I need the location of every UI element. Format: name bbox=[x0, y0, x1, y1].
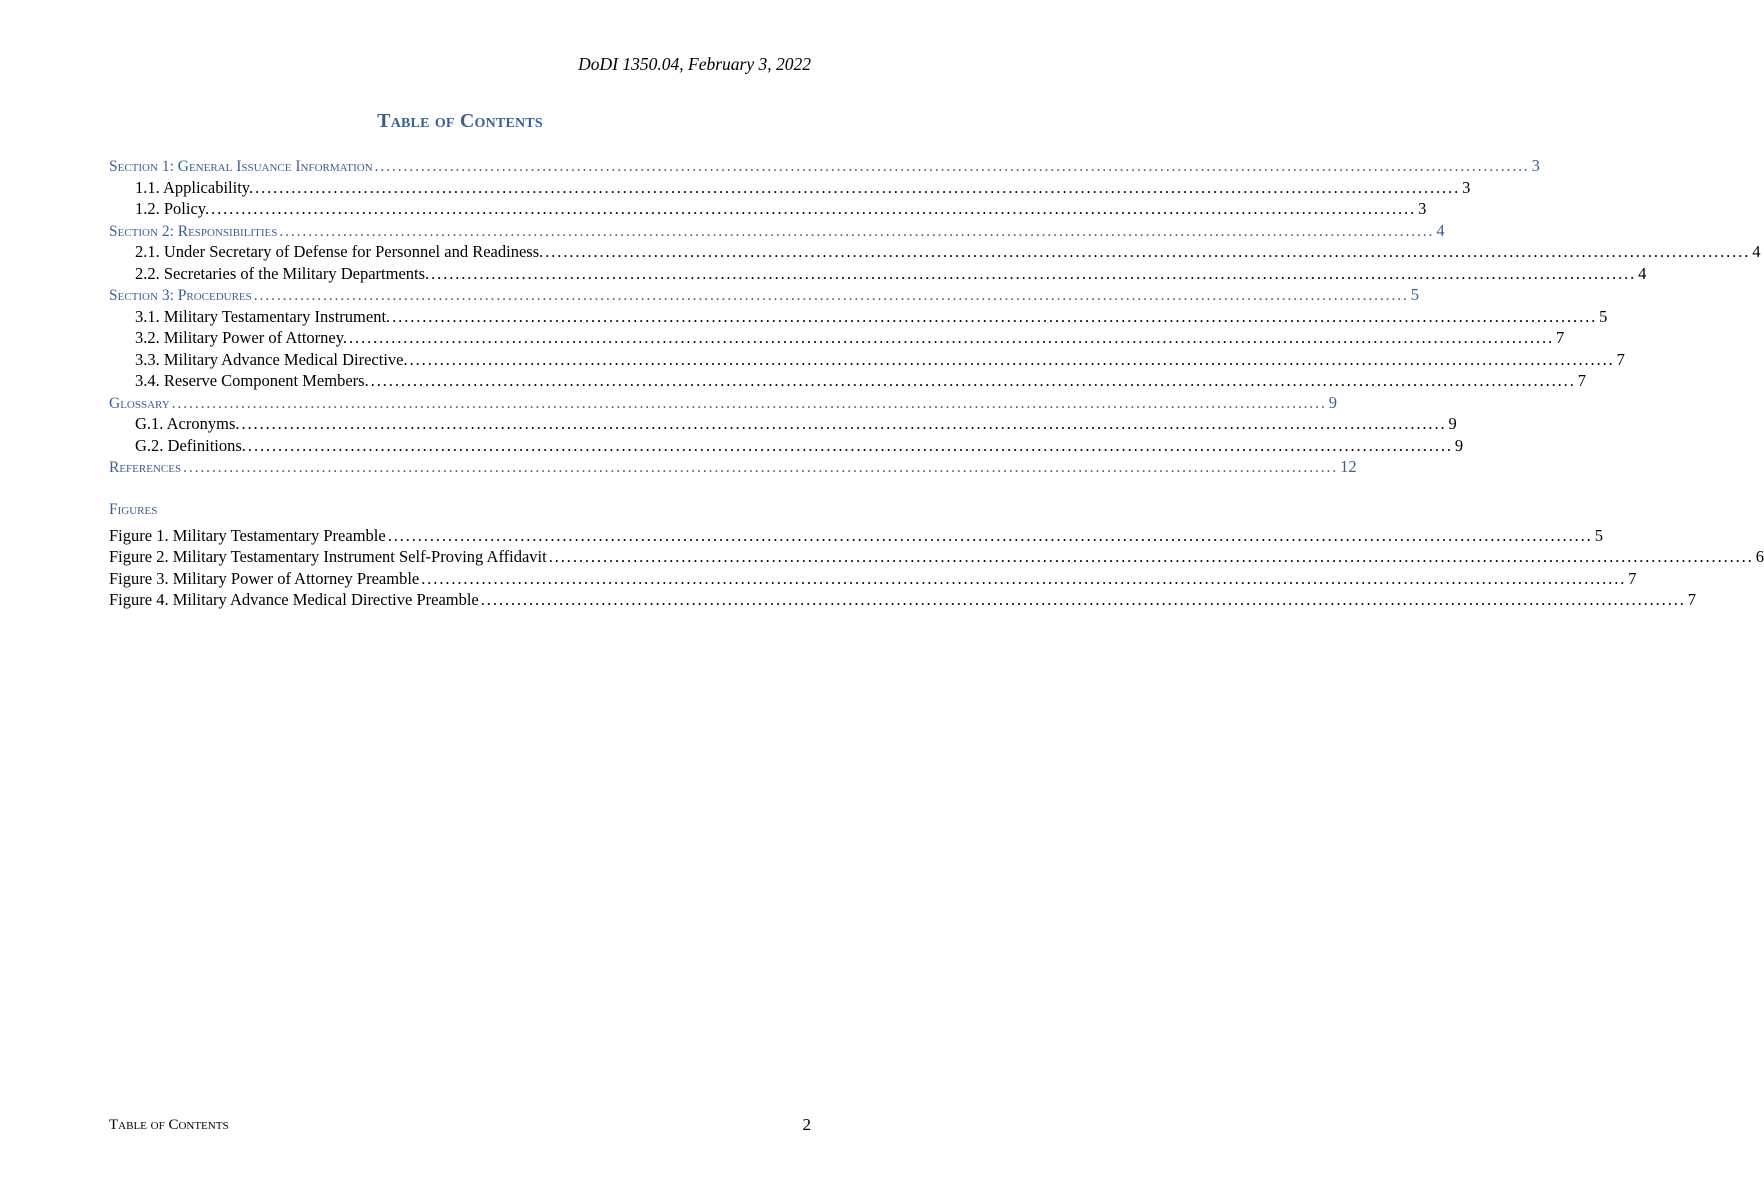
dot-leader: ........................................................................................................................................................................................................ bbox=[171, 394, 1327, 412]
footer-label: Table of Contents bbox=[109, 1117, 229, 1133]
dot-leader: ........................................................................................................................................................................................................ bbox=[255, 177, 1461, 197]
toc-figure-link[interactable] bbox=[109, 525, 1603, 548]
toc-entry-label: Figure 3. Military Power of Attorney Preamble bbox=[109, 568, 420, 588]
toc-section-link[interactable] bbox=[109, 285, 1420, 307]
figures-list bbox=[109, 525, 1764, 612]
toc-entry-label: References bbox=[109, 459, 182, 476]
toc-entry-page: 4 bbox=[1752, 242, 1761, 261]
toc-entry-label: Figure 2. Military Testamentary Instrument Self-Proving Affidavit bbox=[109, 547, 547, 566]
toc-entry-label: 3.1. Military Testamentary Instrument. bbox=[135, 306, 391, 326]
toc-entry-page: 7 bbox=[1687, 590, 1697, 609]
toc-entry-page: 6 bbox=[1755, 547, 1764, 566]
toc-entry-page: 9 bbox=[1328, 392, 1337, 412]
dot-leader: ........................................................................................................................................................................................................ bbox=[370, 371, 1576, 390]
figures-heading: Figures bbox=[109, 500, 158, 518]
toc-entry-label: 1.2. Policy. bbox=[135, 199, 210, 218]
toc-entry-page: 7 bbox=[1577, 371, 1586, 390]
dot-leader: ........................................................................................................................................................................................................ bbox=[279, 222, 1435, 240]
dot-leader: ........................................................................................................................................................................................................ bbox=[387, 525, 1593, 545]
toc-subsection-link[interactable] bbox=[109, 199, 1427, 221]
toc-figure-link[interactable] bbox=[109, 568, 1637, 591]
toc-entry-label: 3.3. Military Advance Medical Directive. bbox=[135, 349, 408, 369]
page-title: Table of Contents bbox=[377, 110, 543, 132]
toc-entry-label: 2.1. Under Secretary of Defense for Personnel and Readiness. bbox=[135, 242, 544, 261]
toc-entry-page: 5 bbox=[1594, 525, 1603, 545]
dot-leader: ........................................................................................................................................................................................................ bbox=[211, 199, 1417, 218]
toc-entry-label: 3.4. Reserve Component Members. bbox=[135, 371, 369, 390]
dot-leader: ........................................................................................................................................................................................................ bbox=[253, 287, 1409, 304]
toc-entry-page: 5 bbox=[1410, 285, 1420, 304]
toc-section-link[interactable] bbox=[109, 392, 1337, 415]
dot-leader: ........................................................................................................................................................................................................ bbox=[374, 158, 1530, 175]
page-number: 2 bbox=[802, 1115, 811, 1134]
dot-leader: ........................................................................................................................................................................................................ bbox=[241, 414, 1447, 433]
dot-leader: ........................................................................................................................................................................................................ bbox=[247, 435, 1453, 455]
toc-entry-page: 4 bbox=[1638, 263, 1647, 283]
toc-entry-page: 3 bbox=[1462, 177, 1471, 197]
toc-entry-label: 2.2. Secretaries of the Military Departments. bbox=[135, 263, 430, 283]
toc-entry-page: 5 bbox=[1599, 306, 1608, 326]
document-id-header: DoDI 1350.04, February 3, 2022 bbox=[578, 54, 811, 74]
toc-entry-label: Section 3: Procedures bbox=[109, 287, 252, 304]
toc-section-link[interactable] bbox=[109, 457, 1357, 479]
toc-entry-label: Glossary bbox=[109, 394, 170, 412]
toc-entry-label: G.2. Definitions. bbox=[135, 435, 246, 455]
toc-entry-page: 9 bbox=[1454, 435, 1464, 455]
toc-subsection-link[interactable] bbox=[109, 328, 1565, 350]
toc-entry-page: 3 bbox=[1418, 199, 1427, 218]
dot-leader: ........................................................................................................................................................................................................ bbox=[409, 349, 1615, 369]
toc-subsection-link[interactable] bbox=[109, 306, 1608, 329]
dot-leader: ........................................................................................................................................................................................................ bbox=[480, 590, 1686, 609]
table-of-contents bbox=[109, 156, 1764, 612]
toc-entry-page: 9 bbox=[1448, 414, 1457, 433]
toc-subsection-link[interactable] bbox=[109, 435, 1464, 458]
toc-subsection-link[interactable] bbox=[109, 263, 1647, 286]
toc-entry-page: 12 bbox=[1340, 457, 1357, 476]
dot-leader: ........................................................................................................................................................................................................ bbox=[548, 547, 1754, 566]
toc-entry-label: Figure 1. Military Testamentary Preamble bbox=[109, 525, 386, 545]
toc-subsection-link[interactable] bbox=[109, 242, 1761, 264]
dot-leader: ........................................................................................................................................................................................................ bbox=[421, 568, 1627, 588]
toc-subsection-link[interactable] bbox=[109, 414, 1457, 436]
toc-subsection-link[interactable] bbox=[109, 371, 1586, 393]
toc-entry-page: 7 bbox=[1628, 568, 1637, 588]
toc-entry-label: 1.1. Applicability. bbox=[135, 177, 254, 197]
toc-section-link[interactable] bbox=[109, 220, 1445, 243]
toc-subsection-link[interactable] bbox=[109, 177, 1471, 200]
dot-leader: ........................................................................................................................................................................................................ bbox=[545, 242, 1751, 261]
toc-figure-link[interactable] bbox=[109, 547, 1764, 569]
toc-entry-label: 3.2. Military Power of Attorney. bbox=[135, 328, 348, 347]
toc-entry-page: 3 bbox=[1531, 156, 1540, 175]
dot-leader: ........................................................................................................................................................................................................ bbox=[431, 263, 1637, 283]
toc-entries bbox=[109, 156, 1761, 479]
toc-figure-link[interactable] bbox=[109, 590, 1697, 612]
toc-subsection-link[interactable] bbox=[109, 349, 1625, 372]
dot-leader: ........................................................................................................................................................................................................ bbox=[183, 459, 1339, 476]
toc-section-link[interactable] bbox=[109, 156, 1540, 178]
toc-entry-page: 7 bbox=[1616, 349, 1625, 369]
toc-entry-label: G.1. Acronyms. bbox=[135, 414, 240, 433]
dot-leader: ........................................................................................................................................................................................................ bbox=[349, 328, 1555, 347]
toc-entry-label: Section 1: General Issuance Information bbox=[109, 158, 373, 175]
toc-entry-label: Figure 4. Military Advance Medical Directive Preamble bbox=[109, 590, 479, 609]
toc-entry-page: 7 bbox=[1556, 328, 1565, 347]
toc-entry-page: 4 bbox=[1436, 220, 1445, 240]
toc-entry-label: Section 2: Responsibilities bbox=[109, 222, 278, 240]
dot-leader: ........................................................................................................................................................................................................ bbox=[392, 306, 1598, 326]
